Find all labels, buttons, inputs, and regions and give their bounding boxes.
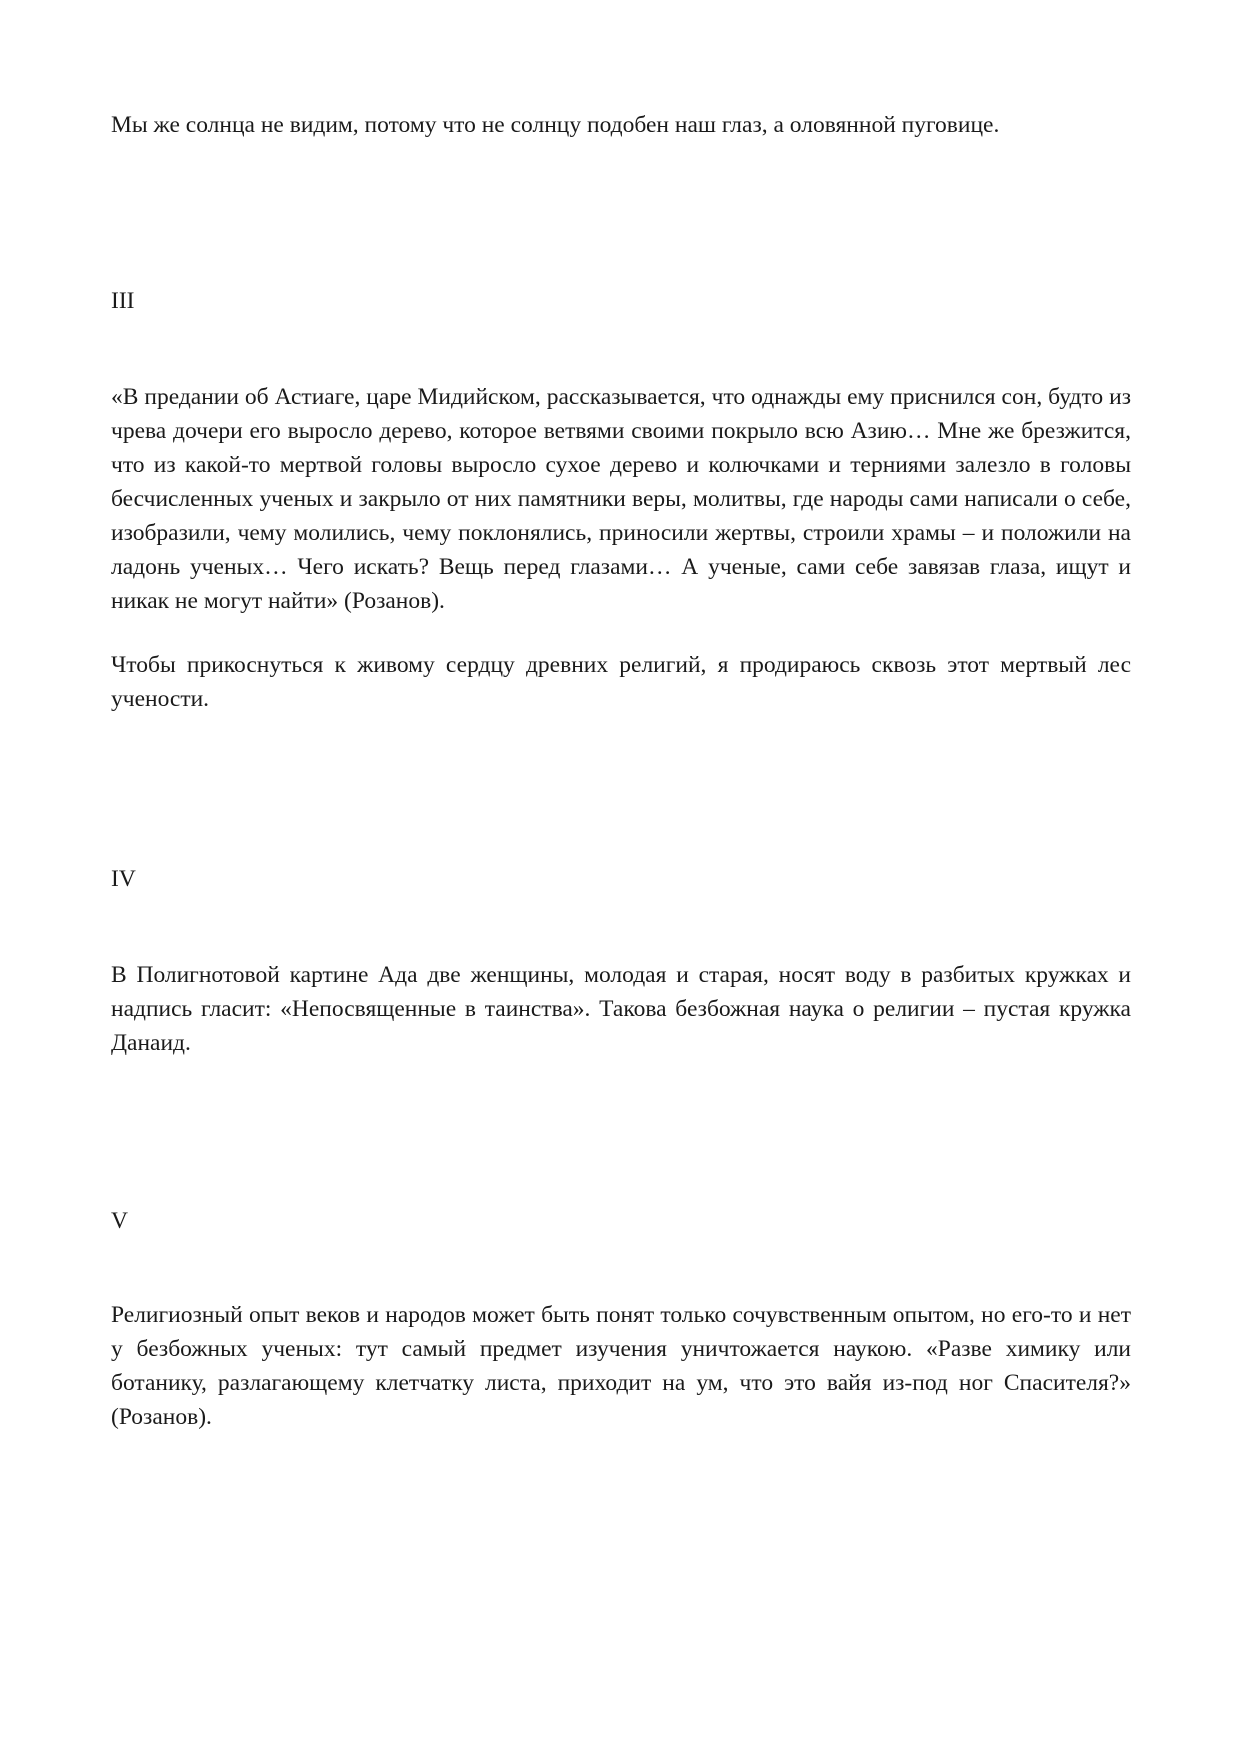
section-heading-iii: III (111, 288, 135, 314)
paragraph-religious-experience: Религиозный опыт веков и народов может быть понят только сочувственным опытом, но его-то и нет у безбожных ученых: тут самый предмет изучения уничтожается наукою. «Разве химику или ботанику, разлагающему клетчатку листа, приходит на ум, что это вайя из-под ног Спасителя?» (Розанов). (111, 1302, 1131, 1430)
section-heading-iv: IV (111, 866, 136, 892)
paragraph-dead-forest: Чтобы прикоснуться к живому сердцу древних религий, я продираюсь сквозь этот мертвый лес учености. (111, 652, 1131, 712)
paragraph-astyages: «В предании об Астиаге, царе Мидийском, рассказывается, что однажды ему приснился сон, будто из чрева дочери его выросло дерево, которое ветвями своими покрыло всю Азию… Мне же брезжится, что из какой-то мертвой головы выросло сухое дерево и колючками и терниями залезло в головы бесчисленных ученых и закрыло от них памятники веры, молитвы, где народы сами написали о себе, изобразили, чему молились, чему поклонялись, приносили жертвы, строили храмы – и положили на ладонь ученых… Чего искать? Вещь перед глазами… А ученые, сами себе завязав глаза, ищут и никак не могут найти» (Розанов). (111, 384, 1131, 614)
paragraph-sun: Мы же солнца не видим, потому что не солнцу подобен наш глаз, а оловянной пуговице. (111, 112, 1000, 138)
paragraph-polygnotus: В Полигнотовой картине Ада две женщины, молодая и старая, носят воду в разбитых кружках и надпись гласит: «Непосвященные в таинства». Такова безбожная наука о религии – пустая кружка Данаид. (111, 962, 1131, 1056)
section-heading-v: V (111, 1208, 128, 1234)
